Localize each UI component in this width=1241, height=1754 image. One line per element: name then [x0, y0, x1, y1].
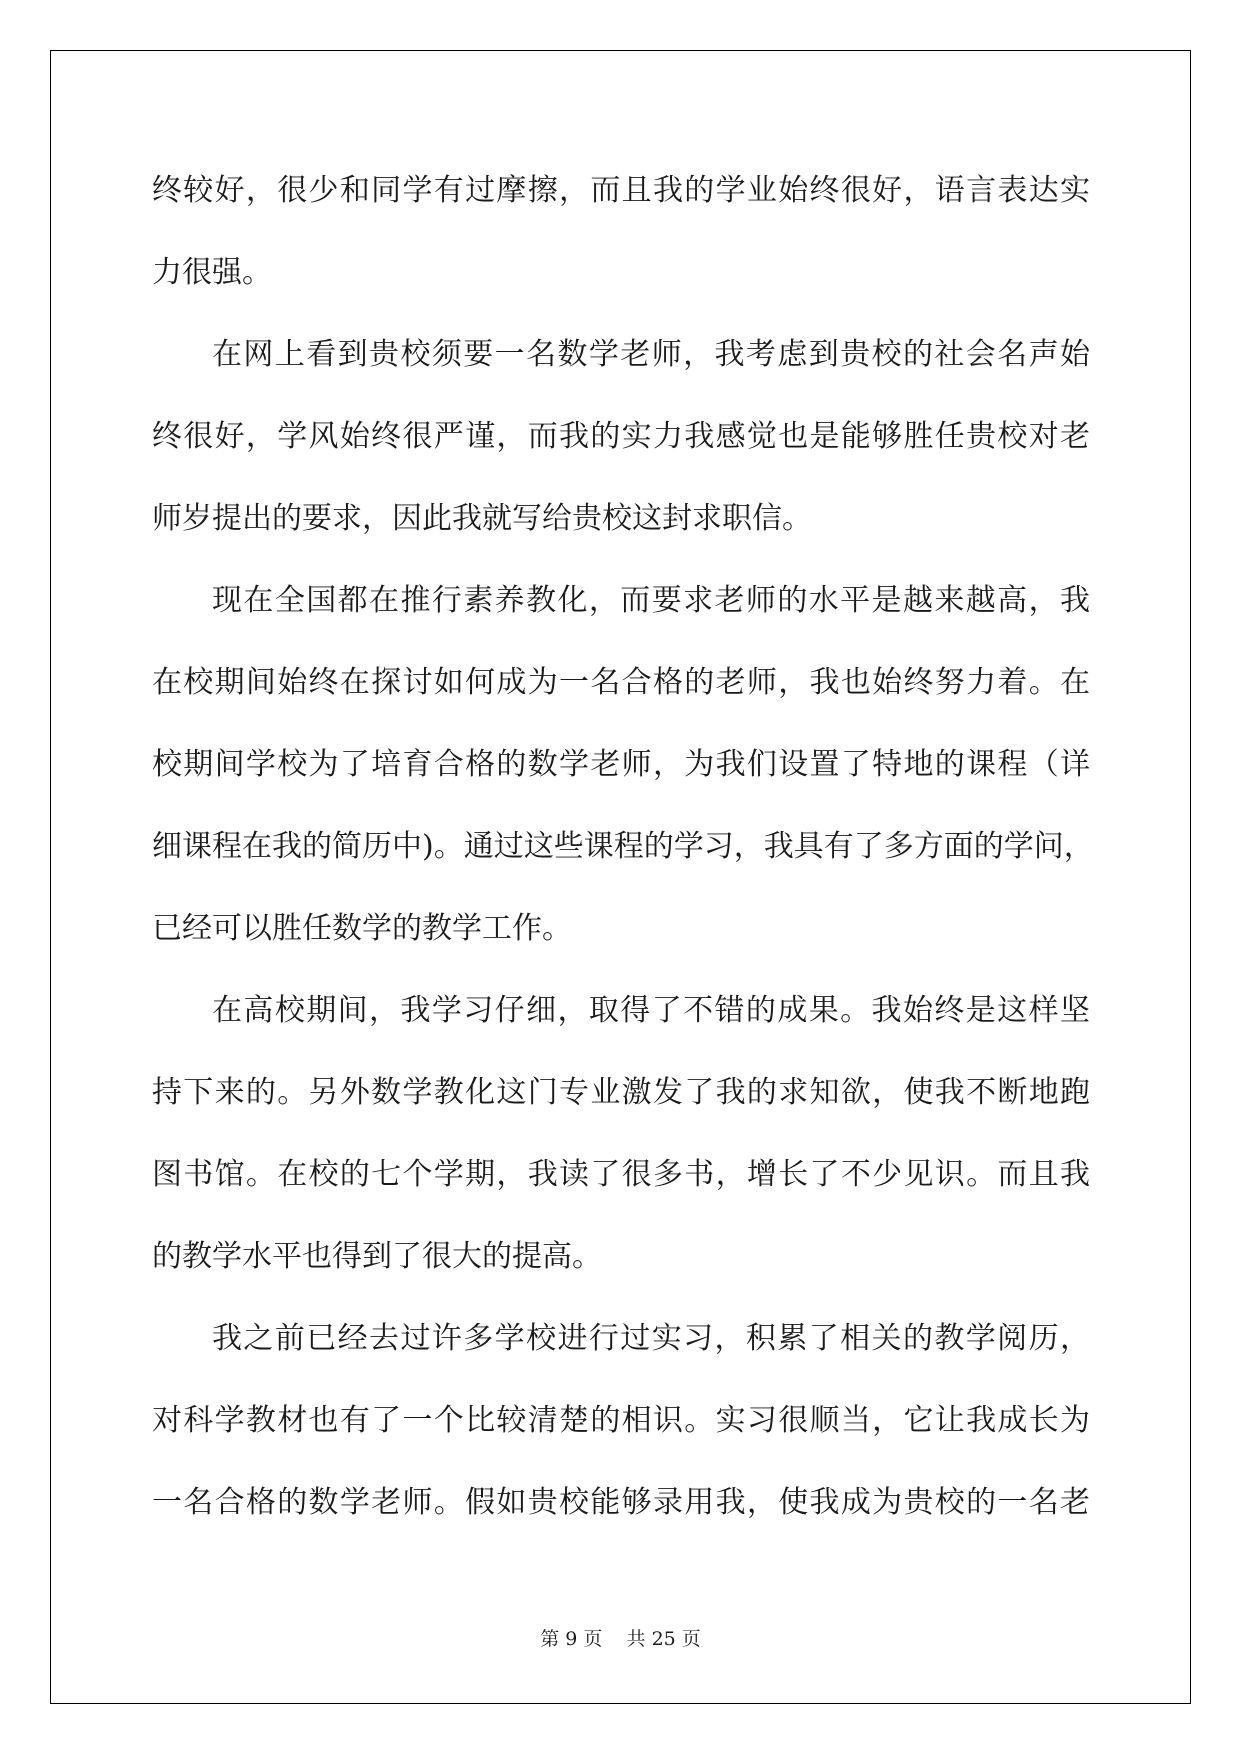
text-line: 终较好，很少和同学有过摩擦，而且我的学业始终很好，语言表达实 [152, 173, 1090, 208]
text-line: 校期间学校为了培育合格的数学老师，为我们设置了特地的课程（详 [152, 747, 1090, 782]
text-line: 在校期间始终在探讨如何成为一名合格的老师，我也始终努力着。在 [152, 665, 1090, 700]
paragraph-first-line: 现在全国都在推行素养教化，而要求老师的水平是越来越高，我 [212, 583, 1090, 618]
text-line: 对科学教材也有了一个比较清楚的相识。实习很顺当，它让我成长为 [152, 1403, 1090, 1438]
text-line: 力很强。 [152, 255, 272, 290]
paragraph-first-line: 在高校期间，我学习仔细，取得了不错的成果。我始终是这样坚 [212, 993, 1090, 1028]
text-line: 一名合格的数学老师。假如贵校能够录用我，使我成为贵校的一名老 [152, 1485, 1090, 1520]
text-line: 的教学水平也得到了很大的提高。 [152, 1239, 602, 1274]
paragraph-first-line: 在网上看到贵校须要一名数学老师，我考虑到贵校的社会名声始 [212, 337, 1090, 372]
text-line: 图书馆。在校的七个学期，我读了很多书，增长了不少见识。而且我 [152, 1157, 1090, 1192]
text-line: 持下来的。另外数学教化这门专业激发了我的求知欲，使我不断地跑 [152, 1075, 1090, 1110]
text-line: 终很好，学风始终很严谨，而我的实力我感觉也是能够胜任贵校对老 [152, 419, 1090, 454]
page-number-footer: 第 9 页 共 25 页 [540, 1628, 701, 1650]
text-line: 已经可以胜任数学的教学工作。 [152, 911, 572, 946]
paragraph-first-line: 我之前已经去过许多学校进行过实习，积累了相关的教学阅历， [212, 1321, 1090, 1356]
text-line: 细课程在我的简历中)。通过这些课程的学习，我具有了多方面的学问， [152, 829, 1094, 864]
text-line: 师岁提出的要求，因此我就写给贵校这封求职信。 [152, 501, 812, 536]
